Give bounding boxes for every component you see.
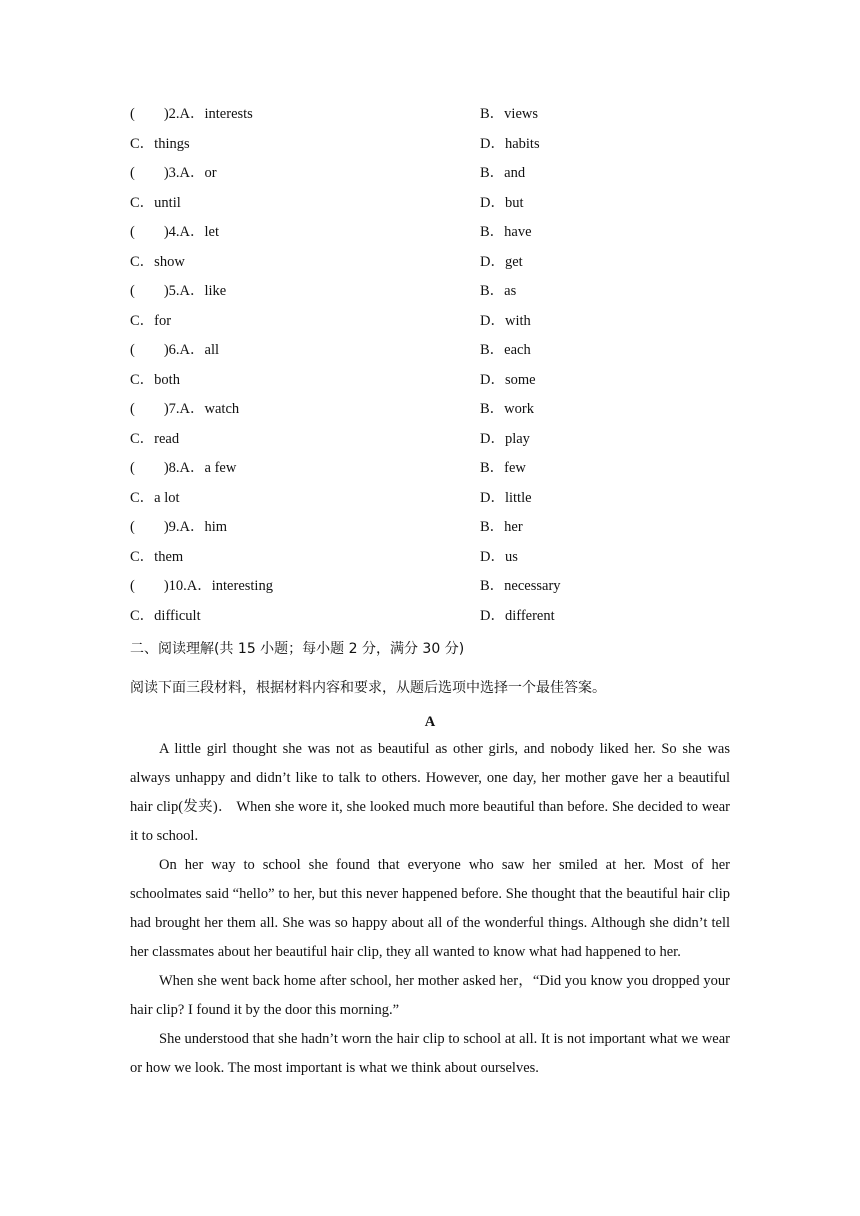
option-row bbox=[130, 572, 730, 602]
option-right: B．each bbox=[480, 342, 531, 358]
passage-paragraph: When she went back home after school, her mother asked her，“Did you know you dropped your hair clip? I found it by the door this morning.” bbox=[130, 973, 730, 1018]
option-right: D．get bbox=[480, 253, 523, 270]
option-right: D．us bbox=[480, 548, 518, 565]
option-row bbox=[130, 100, 730, 130]
option-row bbox=[130, 307, 730, 337]
option-right: B．have bbox=[480, 224, 532, 240]
option-right: D．different bbox=[480, 607, 555, 624]
instruction-text: 阅读下面三段材料，根据材料内容和要求，从题后选项中选择一个最佳答案。 bbox=[130, 680, 606, 696]
option-right: B．necessary bbox=[480, 578, 561, 594]
option-left: ( )7.A．watch bbox=[130, 401, 240, 417]
option-row bbox=[130, 336, 730, 366]
option-left: ( )2.A．interests bbox=[130, 106, 253, 122]
option-left: C．for bbox=[130, 312, 172, 329]
option-right: B．and bbox=[480, 165, 526, 181]
option-left: C．until bbox=[130, 194, 181, 211]
option-left: C．read bbox=[130, 430, 180, 447]
option-left: ( )4.A．let bbox=[130, 224, 219, 240]
option-left: C．them bbox=[130, 548, 184, 565]
passage-paragraph: She understood that she hadn’t worn the hair clip to school at all. It is not important what we wear or how we look. The most important is what we think about ourselves. bbox=[130, 1031, 730, 1076]
option-row bbox=[130, 130, 730, 160]
option-row bbox=[130, 159, 730, 189]
option-row bbox=[130, 277, 730, 307]
option-left: ( )10.A．interesting bbox=[130, 578, 273, 594]
option-row bbox=[130, 248, 730, 278]
reading-passage bbox=[130, 735, 730, 1083]
option-row bbox=[130, 602, 730, 632]
passage-paragraph: On her way to school she found that everyone who saw her smiled at her. Most of her schoolmates said “hello” to her, but this never happened before. She thought that the beautiful hair clip had brought her them all. She was so happy about all of the wonderful things. Although she didn’t tell her classmates about her beautiful hair clip, they all wanted to know what had happened to her. bbox=[130, 857, 730, 960]
option-row bbox=[130, 366, 730, 396]
option-right: B．few bbox=[480, 460, 526, 476]
option-right: B．her bbox=[480, 519, 523, 535]
passage-paragraph: A little girl thought she was not as beautiful as other girls, and nobody liked her. So she was always unhappy and didn’t like to talk to others. However, one day, her mother gave her a beautiful hair clip(发夹)． When she wore it, she looked much more beautiful than before. She decided to wear it to school. bbox=[130, 741, 730, 844]
option-right: D．some bbox=[480, 371, 536, 388]
option-row bbox=[130, 543, 730, 573]
option-left: C．things bbox=[130, 135, 190, 152]
option-row bbox=[130, 218, 730, 248]
option-left: C．both bbox=[130, 371, 180, 388]
section-heading: 二、阅读理解(共 15 小题；每小题 2 分，满分 30 分) bbox=[130, 641, 465, 657]
option-row bbox=[130, 454, 730, 484]
option-right: D．habits bbox=[480, 135, 540, 152]
option-left: ( )3.A．or bbox=[130, 165, 217, 181]
option-left: ( )6.A．all bbox=[130, 342, 219, 358]
option-right: D．but bbox=[480, 194, 524, 211]
option-row bbox=[130, 484, 730, 514]
option-left: C．show bbox=[130, 253, 185, 270]
passage-label: A bbox=[424, 714, 436, 730]
option-right: B．work bbox=[480, 401, 534, 417]
option-right: B．views bbox=[480, 106, 538, 122]
option-right: D．with bbox=[480, 312, 531, 329]
option-row bbox=[130, 395, 730, 425]
option-row bbox=[130, 425, 730, 455]
answer-options-list bbox=[130, 100, 730, 631]
option-row bbox=[130, 513, 730, 543]
option-right: D．play bbox=[480, 430, 530, 447]
option-row bbox=[130, 189, 730, 219]
option-right: D．little bbox=[480, 489, 532, 506]
option-right: B．as bbox=[480, 283, 517, 299]
option-left: C．a lot bbox=[130, 489, 180, 506]
option-left: ( )8.A．a few bbox=[130, 460, 237, 476]
option-left: C．difficult bbox=[130, 607, 201, 624]
option-left: ( )5.A．like bbox=[130, 283, 227, 299]
option-left: ( )9.A．him bbox=[130, 519, 228, 535]
